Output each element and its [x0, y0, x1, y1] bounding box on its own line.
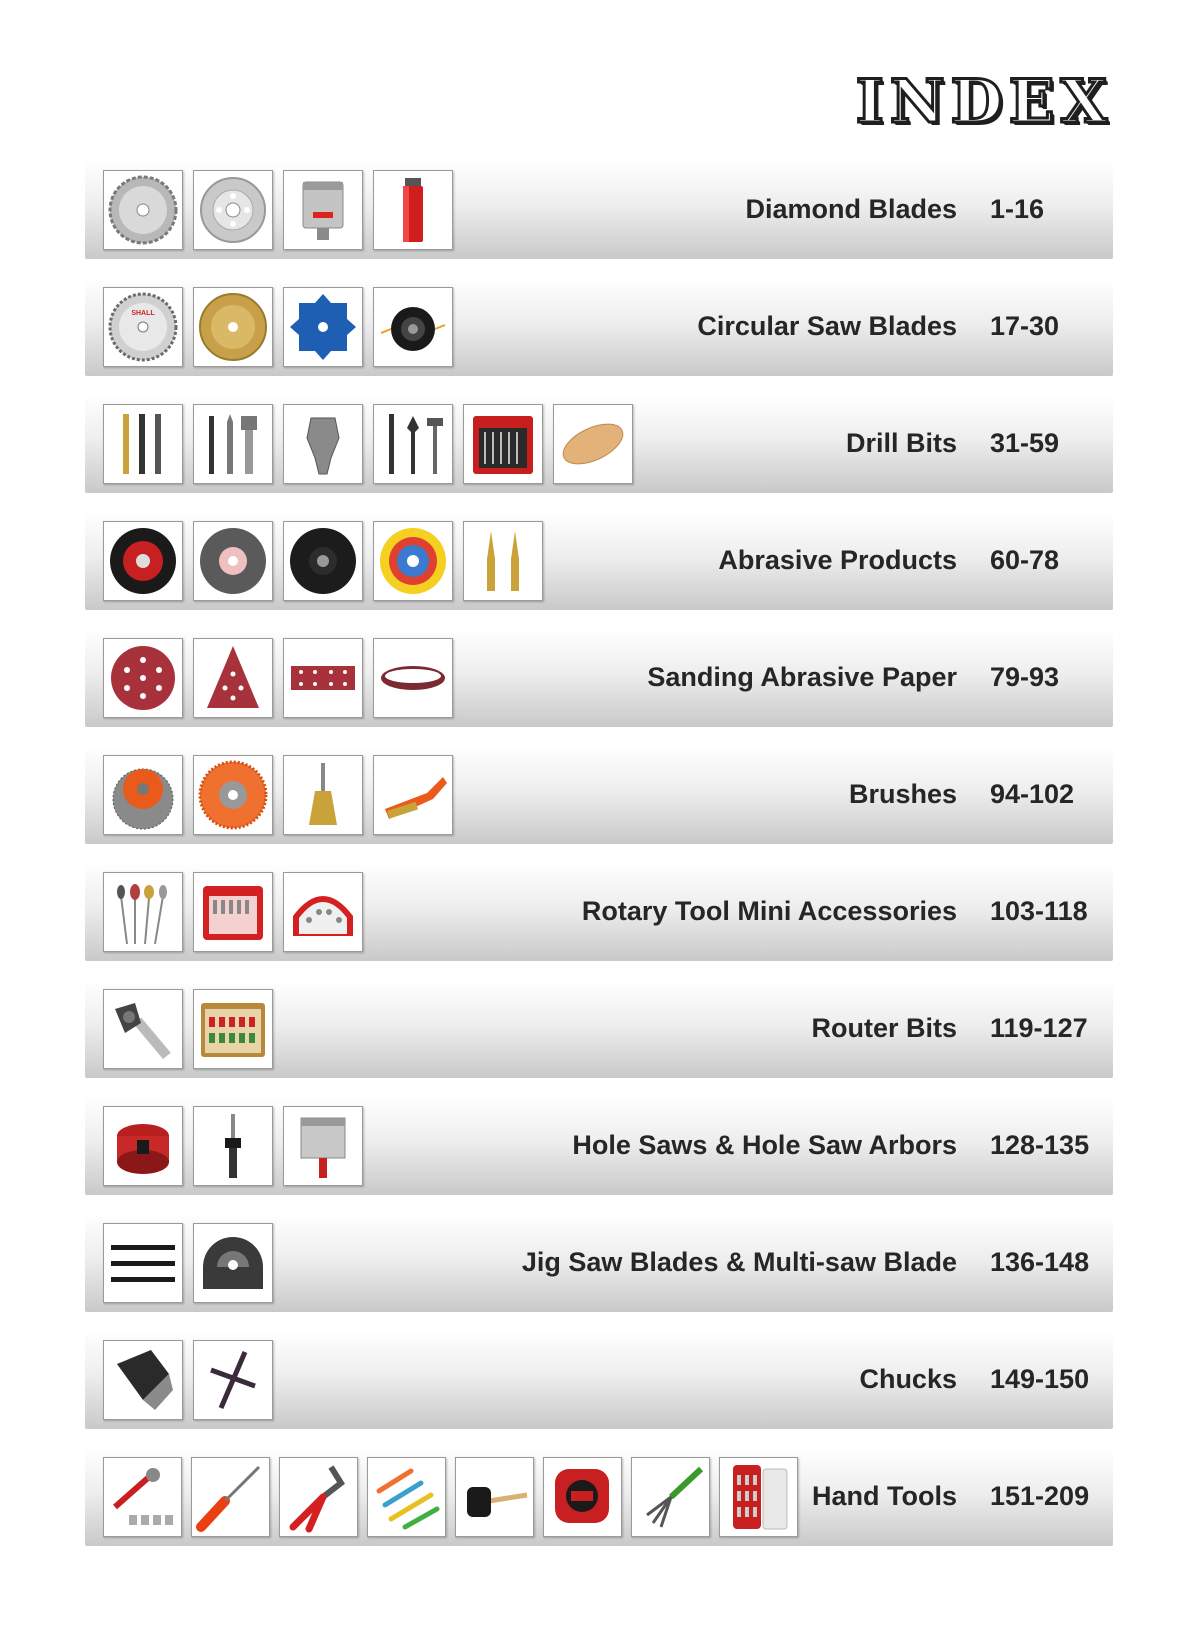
index-row-hole-saws[interactable]: [85, 1097, 1113, 1195]
index-row-brushes[interactable]: [85, 746, 1113, 844]
page-range: 31-59: [990, 428, 1060, 458]
thumbnail-strip: [103, 1340, 283, 1420]
jigsaw-blades-icon: [103, 1223, 183, 1303]
diamond-saw-blade-icon: [103, 170, 183, 250]
router-bit-set-box-icon: [193, 989, 273, 1069]
page-range: 149-150: [990, 1364, 1090, 1394]
screwdriver-icon: [191, 1457, 270, 1537]
oscillating-blade-icon: [193, 1223, 273, 1303]
red-core-drill-icon: [373, 170, 453, 250]
category-label: Brushes: [848, 779, 957, 809]
bit-set-icon: [719, 1457, 798, 1537]
core-bit-icon: [283, 170, 363, 250]
wood-biscuit-icon: [553, 404, 633, 484]
pliers-icon: [279, 1457, 358, 1537]
brand-logo-text: SHALL: [131, 310, 155, 317]
category-label: Hand Tools: [812, 1481, 957, 1511]
index-row-diamond-blades[interactable]: [85, 161, 1113, 259]
triangle-sanding-sheet-icon: [193, 638, 273, 718]
page-range: 151-209: [990, 1481, 1090, 1511]
drill-bit-set-case-icon: [463, 404, 543, 484]
rotary-kit-round-case-icon: [283, 872, 363, 952]
page-range: 60-78: [990, 545, 1060, 575]
page-range: 1-16: [990, 194, 1045, 224]
page-range: 136-148: [990, 1247, 1090, 1277]
page-range: 79-93: [990, 662, 1060, 692]
category-label: Rotary Tool Mini Accessories: [581, 896, 957, 926]
masonry-chisel-bits-icon: [193, 404, 273, 484]
index-row-rotary-tool-mini-accessories[interactable]: [85, 863, 1113, 961]
thumbnail-strip: [103, 989, 283, 1069]
cut-off-wheel-icon: [103, 521, 183, 601]
router-bit-icon: [103, 989, 183, 1069]
wall-plugs-icon: [367, 1457, 446, 1537]
page-range: 17-30: [990, 311, 1060, 341]
category-label: Sanding Abrasive Paper: [647, 662, 957, 692]
category-label: Circular Saw Blades: [697, 311, 957, 341]
rubber-mallet-icon: [455, 1457, 534, 1537]
mounted-points-icon: [463, 521, 543, 601]
index-row-chucks[interactable]: [85, 1331, 1113, 1429]
tape-measure-icon: [543, 1457, 622, 1537]
category-label: Drill Bits: [845, 428, 957, 458]
index-row-drill-bits[interactable]: [85, 395, 1113, 493]
page-range: 119-127: [990, 1013, 1088, 1043]
index-row-circular-saw-blades[interactable]: [85, 278, 1113, 376]
socket-wrench-icon: [103, 1457, 182, 1537]
category-label: Hole Saws & Hole Saw Arbors: [572, 1130, 957, 1160]
grinding-wheel-icon: [193, 521, 273, 601]
thumbnail-strip: [103, 287, 463, 367]
cup-wire-brush-icon: [103, 755, 183, 835]
page-range: 94-102: [990, 779, 1075, 809]
wood-spade-bits-icon: [373, 404, 453, 484]
category-label: Router Bits: [811, 1013, 957, 1043]
sds-drill-tip-icon: [283, 404, 363, 484]
wheel-brush-icon: [193, 755, 273, 835]
end-brush-icon: [283, 755, 363, 835]
garden-fork-icon: [631, 1457, 710, 1537]
sanding-belt-icon: [373, 638, 453, 718]
category-label: Abrasive Products: [718, 545, 957, 575]
thumbnail-strip: [103, 404, 643, 484]
gold-cutting-disc-icon: [193, 287, 273, 367]
tct-saw-blade-icon: [103, 287, 183, 367]
category-label: Jig Saw Blades & Multi-saw Blade: [521, 1247, 957, 1277]
hole-saw-arbor-icon: [193, 1106, 273, 1186]
thumbnail-strip: [103, 1223, 283, 1303]
thumbnail-strip: [103, 170, 463, 250]
cup-grinding-wheel-icon: [193, 170, 273, 250]
thumbnail-strip: [103, 521, 553, 601]
page-title: INDEX: [855, 67, 1113, 137]
sanding-pad-icon: [373, 521, 453, 601]
backing-pad-icon: [283, 521, 363, 601]
page-range: 103-118: [990, 896, 1088, 926]
hand-wire-brush-icon: [373, 755, 453, 835]
round-sanding-disc-icon: [103, 638, 183, 718]
rectangle-sanding-sheet-icon: [283, 638, 363, 718]
twist-drill-bits-icon: [103, 404, 183, 484]
bimetal-hole-saw-icon: [103, 1106, 183, 1186]
index-list: [85, 161, 1113, 1546]
tct-hole-saw-icon: [283, 1106, 363, 1186]
category-label: Chucks: [859, 1364, 957, 1394]
chuck-key-icon: [193, 1340, 273, 1420]
category-label: Diamond Blades: [745, 194, 957, 224]
keyed-chuck-icon: [103, 1340, 183, 1420]
index-row-hand-tools[interactable]: [85, 1448, 1113, 1546]
blue-saw-blade-icon: [283, 287, 363, 367]
index-row-router-bits[interactable]: [85, 980, 1113, 1078]
index-row-jig-saw-blades[interactable]: [85, 1214, 1113, 1312]
thumbnail-strip: [103, 755, 463, 835]
thumbnail-strip: [103, 1457, 807, 1537]
index-row-sanding-abrasive-paper[interactable]: [85, 629, 1113, 727]
page-range: 128-135: [990, 1130, 1090, 1160]
thumbnail-strip: [103, 1106, 373, 1186]
rotary-bits-icon: [103, 872, 183, 952]
thumbnail-strip: [103, 638, 463, 718]
index-row-abrasive-products[interactable]: [85, 512, 1113, 610]
thumbnail-strip: [103, 872, 373, 952]
trimmer-head-icon: [373, 287, 453, 367]
rotary-kit-case-icon: [193, 872, 273, 952]
